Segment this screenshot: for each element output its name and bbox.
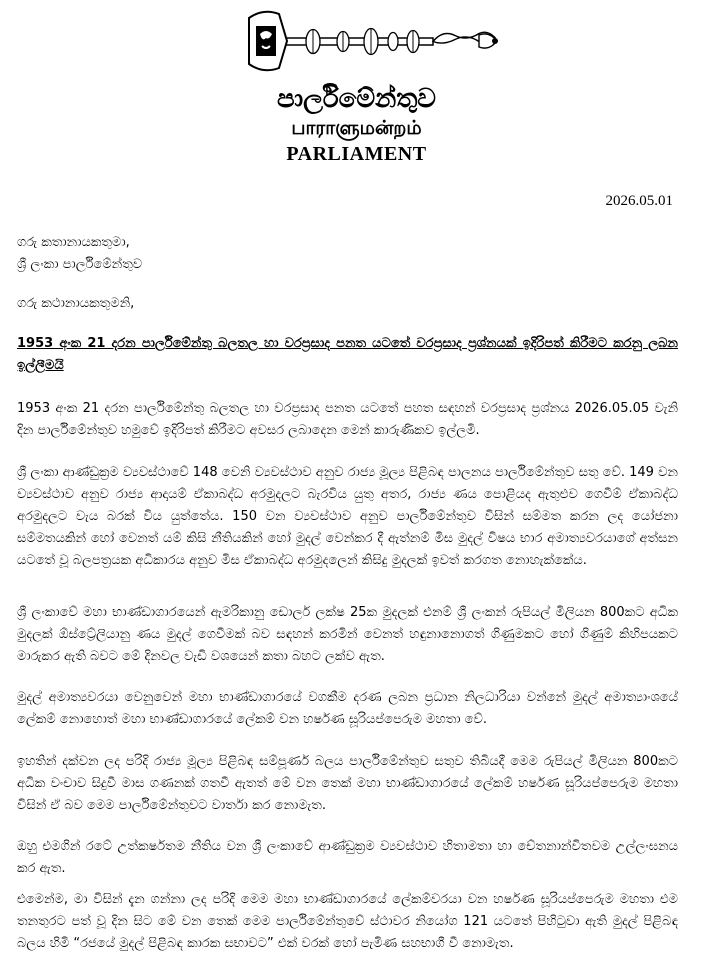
addressee-line: ශ්‍රී ලංකා පාර්ලිමේන්තුව (17, 257, 143, 272)
salutation: ගරු කථානායකතුමනි, (17, 296, 135, 311)
addressee (17, 232, 678, 276)
title-tamil: பாராளுமன்றம் (291, 117, 422, 139)
title-english: PARLIAMENT (286, 143, 427, 165)
body-paragraph: ඉහතින් දක්වන ලද පරිදි රාජ්‍ය මූල්‍ය පිළිබඳ සම්පූර්ණ බලය පාර්ලිමේන්තුව සතුව තිබියදී මෙම රුපියල් මිලියන 800කට අධික වංචාව සිදුවී මාස ගණනක් ගතවී ඇතත් මේ වන තෙක් මහා භාණ්ඩාගාරයේ ලේකම් හර්ෂණ සූරියප්පෙරුම මහතා විසින් ඒ බව මෙම පාර්ලිමේන්තුවට වාර්තා කර නොමැත. (17, 754, 678, 813)
letter-date: 2026.05.01 (605, 193, 673, 209)
body-paragraph: ශ්‍රී ලංකාවේ මහා භාණ්ඩාගාරයෙන් ඇමරිකානු ඩොලර් ලක්ෂ 25ක මුදලක් එනම් ශ්‍රී ලංකන් රුපියල් මිලියන 800කට අධික මුදලක් ඕස්ට්‍රේලියානු ණය මුදල් ගෙවීමක් බව සඳහන් කරමින් වෙනත් හඳුනානොගත් ගිණුමකට හෝ ගිණුම් කිහිපයකට මාරුකර ඇති බවට මේ දිනවල වැඩි වශයෙන් කතා බහට ලක්ව ඇත. (17, 605, 678, 664)
body-paragraph: 1953 අංක 21 දරන පාර්ලිමේන්තු බලතල හා වරප්‍රසාද පනත යටතේ පහත සඳහන් වරප්‍රසාද ප්‍රශ්නය 2026.05.05 වැනි දින පාර්ලිමේන්තුව හමුවේ ඉදිරිපත් කිරීමට අවසර ලබාදෙන මෙන් කාරුණිකව ඉල්ලමි. (17, 401, 678, 438)
body-paragraph: එමෙන්ම, මා විසින් දැන ගන්නා ලද පරිදි මෙම මහා භාණ්ඩාගාරයේ ලේකම්වරයා වන හර්ෂණ සූරියප්පෙරුම මහතා එම තනතුරට පත් වූ දින සිට මේ වන තෙක් මෙම පාර්ලිමේන්තුවේ ස්ථාවර නියෝග 121 යටතේ පිහිටුවා ඇති මුදල් පිළිබඳ බලය හිමි “රජයේ මුදල් පිළිබඳ කාරක සභාවට” එක් වරක් හෝ පැමිණ සහභාගී වී නොමැත. (17, 892, 678, 951)
body-paragraph: මුදල් අමාත්‍යවරයා වෙනුවෙන් මහා භාණ්ඩාගාරයේ වගකීම දරණ ලබන ප්‍රධාන නිලධාරියා වන්නේ මුදල් අමාත්‍යාංශයේ ලේකම් නොහොත් මහා භාණ්ඩාගාරයේ ලේකම් වන හර්ෂණ සූරියප්පෙරුම මහතා වේ. (17, 690, 678, 727)
addressee-line: ගරු කතානායකතුමා, (17, 235, 130, 250)
parliament-mace-emblem (243, 4, 505, 80)
letterhead (0, 0, 713, 170)
letter-subject: 1953 අංක 21 දරන පාර්ලිමේන්තු බලතල හා වරප්‍රසාද පනත යටතේ වරප්‍රසාද ප්‍රශ්නයක් ඉදිරිපත් කිරීමට කරනු ලබන ඉල්ලීමයි (17, 336, 678, 373)
title-sinhala: පාර්ලිමේන්තුව (276, 84, 437, 114)
body-paragraph: ශ්‍රී ලංකා ආණ්ඩුක්‍රම ව්‍යවස්ථාවේ 148 වෙනි ව්‍යවස්ථාව අනුව රාජ්‍ය මූල්‍ය පිළිබඳ පාලනය පාර්ලිමේන්තුව සතු වේ. 149 වන ව්‍යවස්ථාව අනුව රාජ්‍ය ආදායම් ඒකාබද්ධ අරමුදලට බැරවිය යුතු අතර, රාජ්‍ය ණය පොළියද ඇතුළුව ගෙවීම් ඒකාබද්ධ අරමුදලට වැය බරක් විය යුත්තේය. 150 වන ව්‍යවස්ථාව අනුව පාර්ලිමේන්තුව විසින් සම්මත කරන ලද යෝජනා සම්මතයකින් හෝ වෙනත් යම් කිසි නීතියකින් හෝ මුදල් වෙන්කර දී ඇත්නම් මිස මුදල් විෂය භාර අමාත්‍යවරයාගේ අත්සන යටතේ වූ බලපත්‍රයක අධිකාරය අනුව මිස ඒකාබද්ධ අරමුදලෙන් කිසිදු මුදලක් ඉවත් කරගත නොහැක්කේය. (17, 465, 678, 568)
body-paragraph: ඔහු එමගින් රටේ උත්කර්ෂතම නීතිය වන ශ්‍රී ලංකාවේ ආණ්ඩුක්‍රම ව්‍යවස්ථාව හිතාමතා හා චේතනාන්විතවම උල්ලංඝනය කර ඇත. (17, 839, 678, 876)
